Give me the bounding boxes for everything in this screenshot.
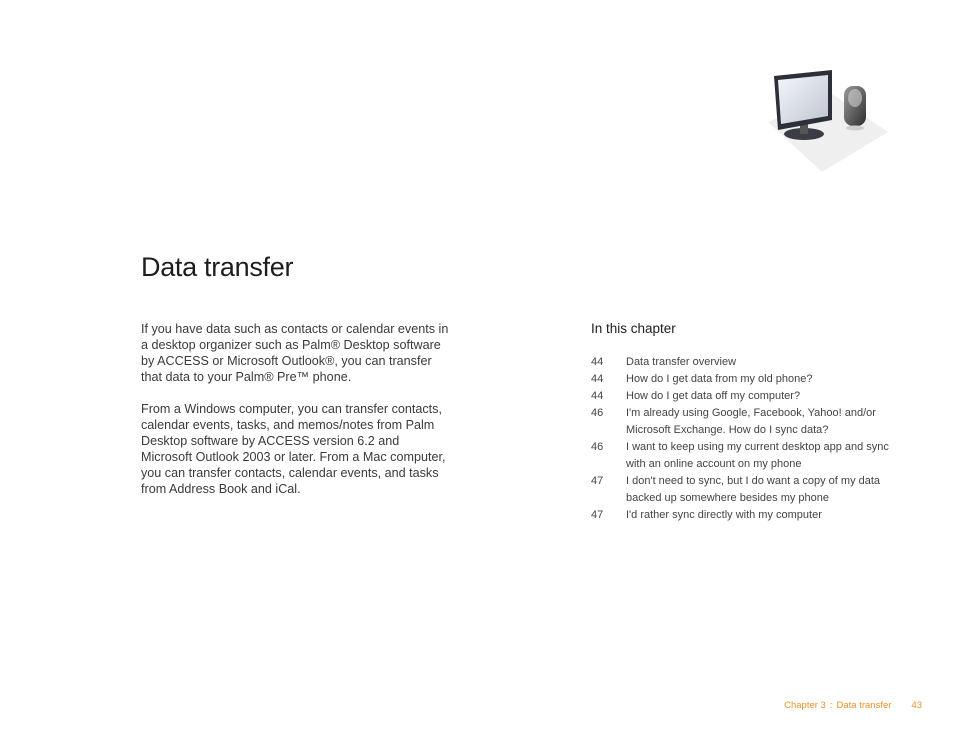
toc-page-number: 47 [591, 475, 604, 487]
intro-paragraph: If you have data such as contacts or calendar events in a desktop organizer such as Palm® Desktop software by ACCESS or Microsoft Outlook®, you can transfer that data to your Palm® Pre™ phone. [141, 322, 449, 384]
toc-item-label[interactable]: I don't need to sync, but I do want a copy of my data backed up somewhere besides my phone [626, 475, 881, 504]
toc-item[interactable] [591, 507, 901, 524]
page-footer [784, 700, 922, 711]
toc-page-number: 44 [591, 356, 604, 368]
toc-item[interactable] [591, 439, 901, 473]
toc-item-label[interactable]: I want to keep using my current desktop app and sync with an online account on my phone [626, 441, 889, 470]
toc-item-label[interactable]: How do I get data from my old phone? [626, 373, 813, 385]
footer-chapter: Chapter 3 [784, 700, 826, 711]
computer-and-phone-icon [760, 64, 892, 176]
toc-item-label[interactable]: Data transfer overview [626, 356, 737, 368]
in-this-chapter-heading: In this chapter [591, 321, 676, 336]
footer-page-number: 43 [911, 700, 922, 711]
intro-paragraph: From a Windows computer, you can transfer contacts, calendar events, tasks, and memos/notes from Palm Desktop software by ACCESS version 6.2 and Microsoft Outlook 2003 or later. From a Mac computer, you can transfer contacts, calendar events, and tasks from Address Book and iCal. [141, 402, 446, 496]
intro-text [141, 321, 451, 513]
toc-page-number: 44 [591, 373, 604, 385]
toc-page-number: 46 [591, 407, 604, 419]
toc-page-number: 44 [591, 390, 604, 402]
toc-item-label[interactable]: I'd rather sync directly with my computer [626, 509, 822, 521]
chapter-toc [591, 354, 901, 524]
toc-item[interactable] [591, 473, 901, 507]
toc-page-number: 46 [591, 441, 604, 453]
toc-item[interactable] [591, 354, 901, 371]
toc-page-number: 47 [591, 509, 604, 521]
toc-item[interactable] [591, 371, 901, 388]
toc-item-label[interactable]: I'm already using Google, Facebook, Yahoo! and/or Microsoft Exchange. How do I sync data? [626, 407, 876, 436]
footer-separator: : [829, 700, 833, 711]
footer-section: Data transfer [836, 700, 892, 711]
toc-item[interactable] [591, 405, 901, 439]
toc-item-label[interactable]: How do I get data off my computer? [626, 390, 801, 402]
toc-item[interactable] [591, 388, 901, 405]
page-title: Data transfer [141, 252, 294, 282]
